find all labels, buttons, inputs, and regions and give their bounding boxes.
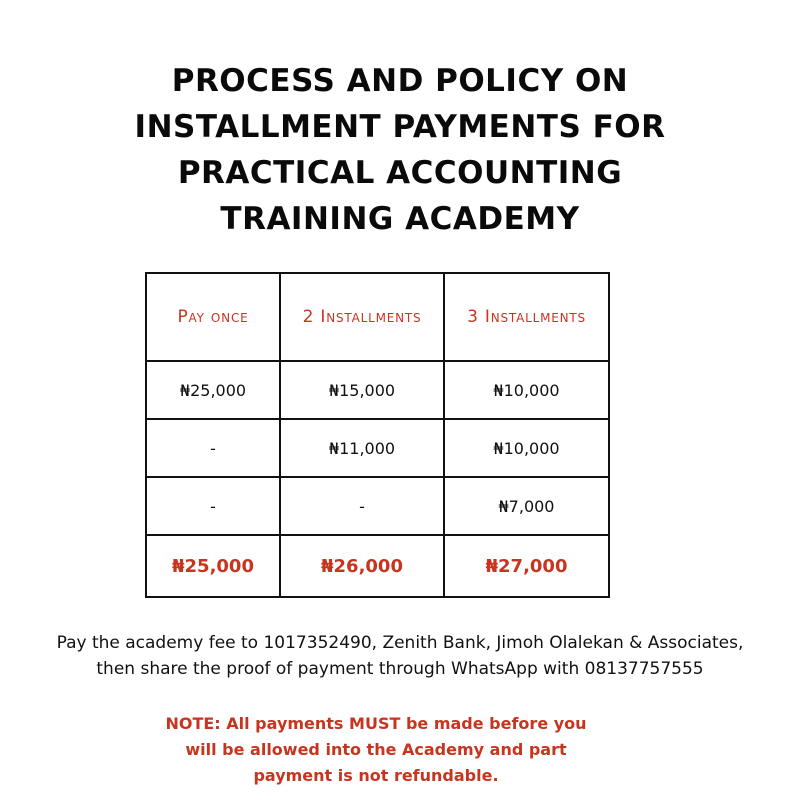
- table-cell: ₦10,000: [444, 361, 609, 419]
- table-cell: -: [146, 419, 280, 477]
- table-cell: ₦7,000: [444, 477, 609, 535]
- note-line: NOTE: All payments MUST be made before you: [165, 714, 587, 733]
- total-2-installments: ₦26,000: [280, 535, 444, 597]
- table-cell: ₦25,000: [146, 361, 280, 419]
- payment-instructions: [20, 630, 780, 682]
- table-cell: ₦10,000: [444, 419, 609, 477]
- title-line: PRACTICAL ACCOUNTING: [177, 155, 623, 191]
- table-row: [146, 477, 609, 535]
- total-3-installments: ₦27,000: [444, 535, 609, 597]
- header-pay-once: Pay once: [146, 273, 280, 361]
- title-line: TRAINING ACADEMY: [220, 201, 580, 237]
- total-pay-once: ₦25,000: [146, 535, 280, 597]
- note-line: payment is not refundable.: [253, 766, 499, 785]
- instructions-line: then share the proof of payment through WhatsApp with 08137757555: [96, 659, 704, 679]
- table-row: [146, 419, 609, 477]
- table-total-row: [146, 535, 609, 597]
- note-line: will be allowed into the Academy and part: [185, 740, 567, 759]
- table-cell: ₦11,000: [280, 419, 444, 477]
- payment-note: [100, 711, 652, 789]
- installment-fee-table: [145, 272, 610, 598]
- table-header-row: [146, 273, 609, 361]
- title-line: PROCESS AND POLICY ON: [171, 63, 629, 99]
- table-row: [146, 361, 609, 419]
- header-2-installments: 2 Installments: [280, 273, 444, 361]
- table-cell: -: [146, 477, 280, 535]
- header-3-installments: 3 Installments: [444, 273, 609, 361]
- instructions-line: Pay the academy fee to 1017352490, Zenith Bank, Jimoh Olalekan & Associates,: [56, 633, 744, 653]
- title-line: INSTALLMENT PAYMENTS FOR: [134, 109, 666, 145]
- table-cell: ₦15,000: [280, 361, 444, 419]
- page-title: [40, 58, 760, 242]
- table-cell: -: [280, 477, 444, 535]
